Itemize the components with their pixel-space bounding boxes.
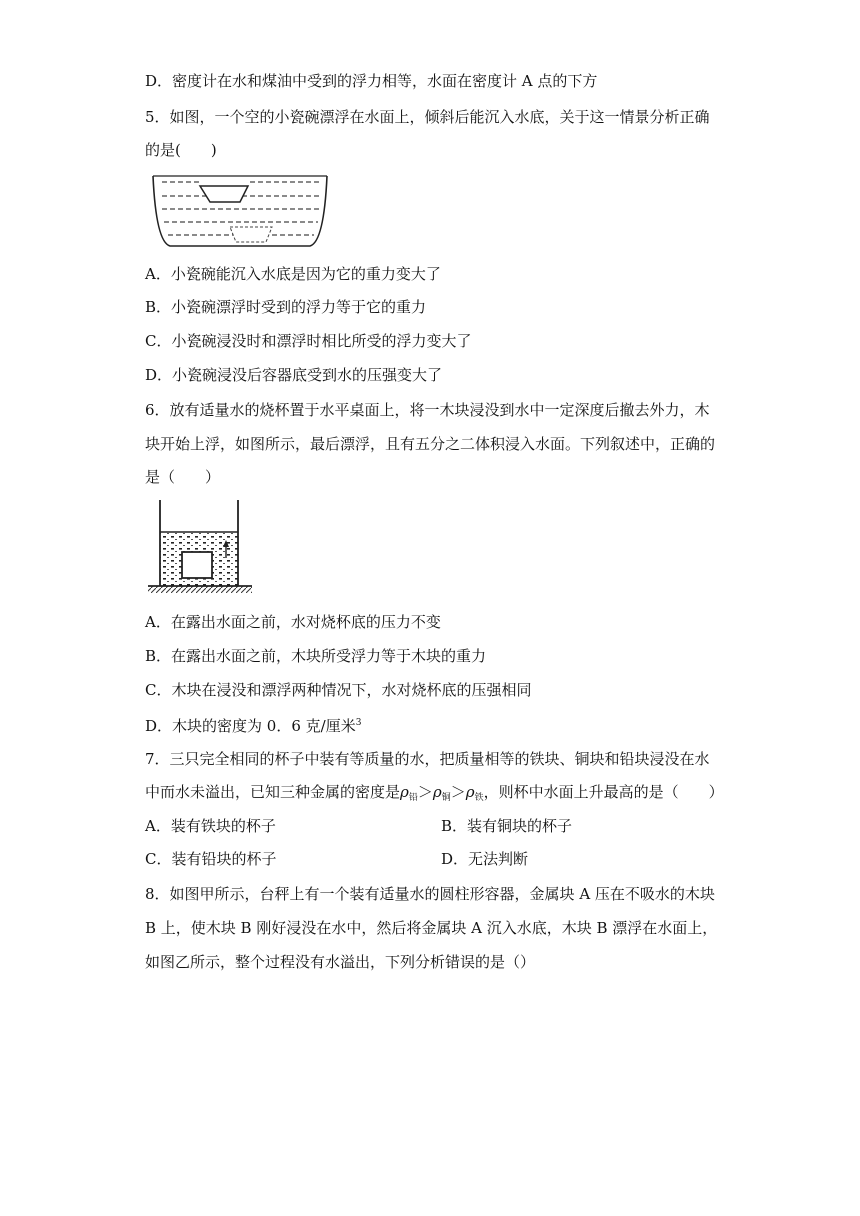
q6-option-b: B．在露出水面之前，木块所受浮力等于木块的重力 [145,647,487,665]
q5-option-b: B．小瓷碗漂浮时受到的浮力等于它的重力 [145,298,427,316]
q6-beaker-figure [146,498,254,596]
q5-option-d: D．小瓷碗浸没后容器底受到水的压强变大了 [145,366,443,384]
q7-option-d: D．无法判断 [441,850,529,868]
q5-stem-line2: 的是( ) [145,141,217,159]
floating-bowl [200,186,248,202]
wood-block [182,552,212,578]
q8-stem-line1: 8．如图甲所示，台秤上有一个装有适量水的圆柱形容器，金属块 A 压在不吸水的木块 [145,885,715,903]
q5-option-a: A．小瓷碗能沉入水底是因为它的重力变大了 [145,265,441,283]
q7-stem-line1: 7．三只完全相同的杯子中装有等质量的水，把质量相等的铁块、铜块和铅块浸没在水 [145,750,710,768]
q7-option-a: A．装有铁块的杯子 [145,817,276,835]
sunk-bowl [230,227,272,242]
q6-option-c: C．木块在浸没和漂浮两种情况下，水对烧杯底的压强相同 [145,681,532,699]
cube-superscript: 3 [355,718,362,728]
q6-option-a: A．在露出水面之前，水对烧杯底的压力不变 [145,613,441,631]
q5-bowl-figure [150,172,330,252]
q7-option-c: C．装有铅块的杯子 [145,850,277,868]
q4-option-d: D．密度计在水和煤油中受到的浮力相等，水面在密度计 A 点的下方 [145,72,598,90]
q8-stem-line2: B 上，使木块 B 刚好浸没在水中，然后将金属块 A 沉入水底，木块 B 漂浮在水面上， [145,919,718,937]
q6-stem-line2: 块开始上浮，如图所示，最后漂浮，且有五分之二体积浸入水面。下列叙述中，正确的 [145,435,716,453]
q7-option-b: B．装有铜块的杯子 [441,817,573,835]
q8-stem-line3: 如图乙所示，整个过程没有水溢出，下列分析错误的是（） [145,953,536,971]
q6-option-d: D．木块的密度为 0．6 克/厘米$^3$ [145,717,362,735]
q6-stem-line1: 6．放有适量水的烧杯置于水平桌面上，将一木块浸没到水中一定深度后撤去外力，木 [145,401,710,419]
q6-stem-line3: 是（ ） [145,468,221,486]
q5-option-c: C．小瓷碗浸没时和漂浮时相比所受的浮力变大了 [145,332,472,350]
q7-stem-line2: 中而水未溢出，已知三种金属的密度是$\rho_铅>\rho_铜>\rho_铁$，则杯中水面上升最高的是（ ） [145,783,724,803]
q5-stem-line1: 5．如图，一个空的小瓷碗漂浮在水面上，倾斜后能沉入水底，关于这一情景分析正确 [145,108,710,126]
